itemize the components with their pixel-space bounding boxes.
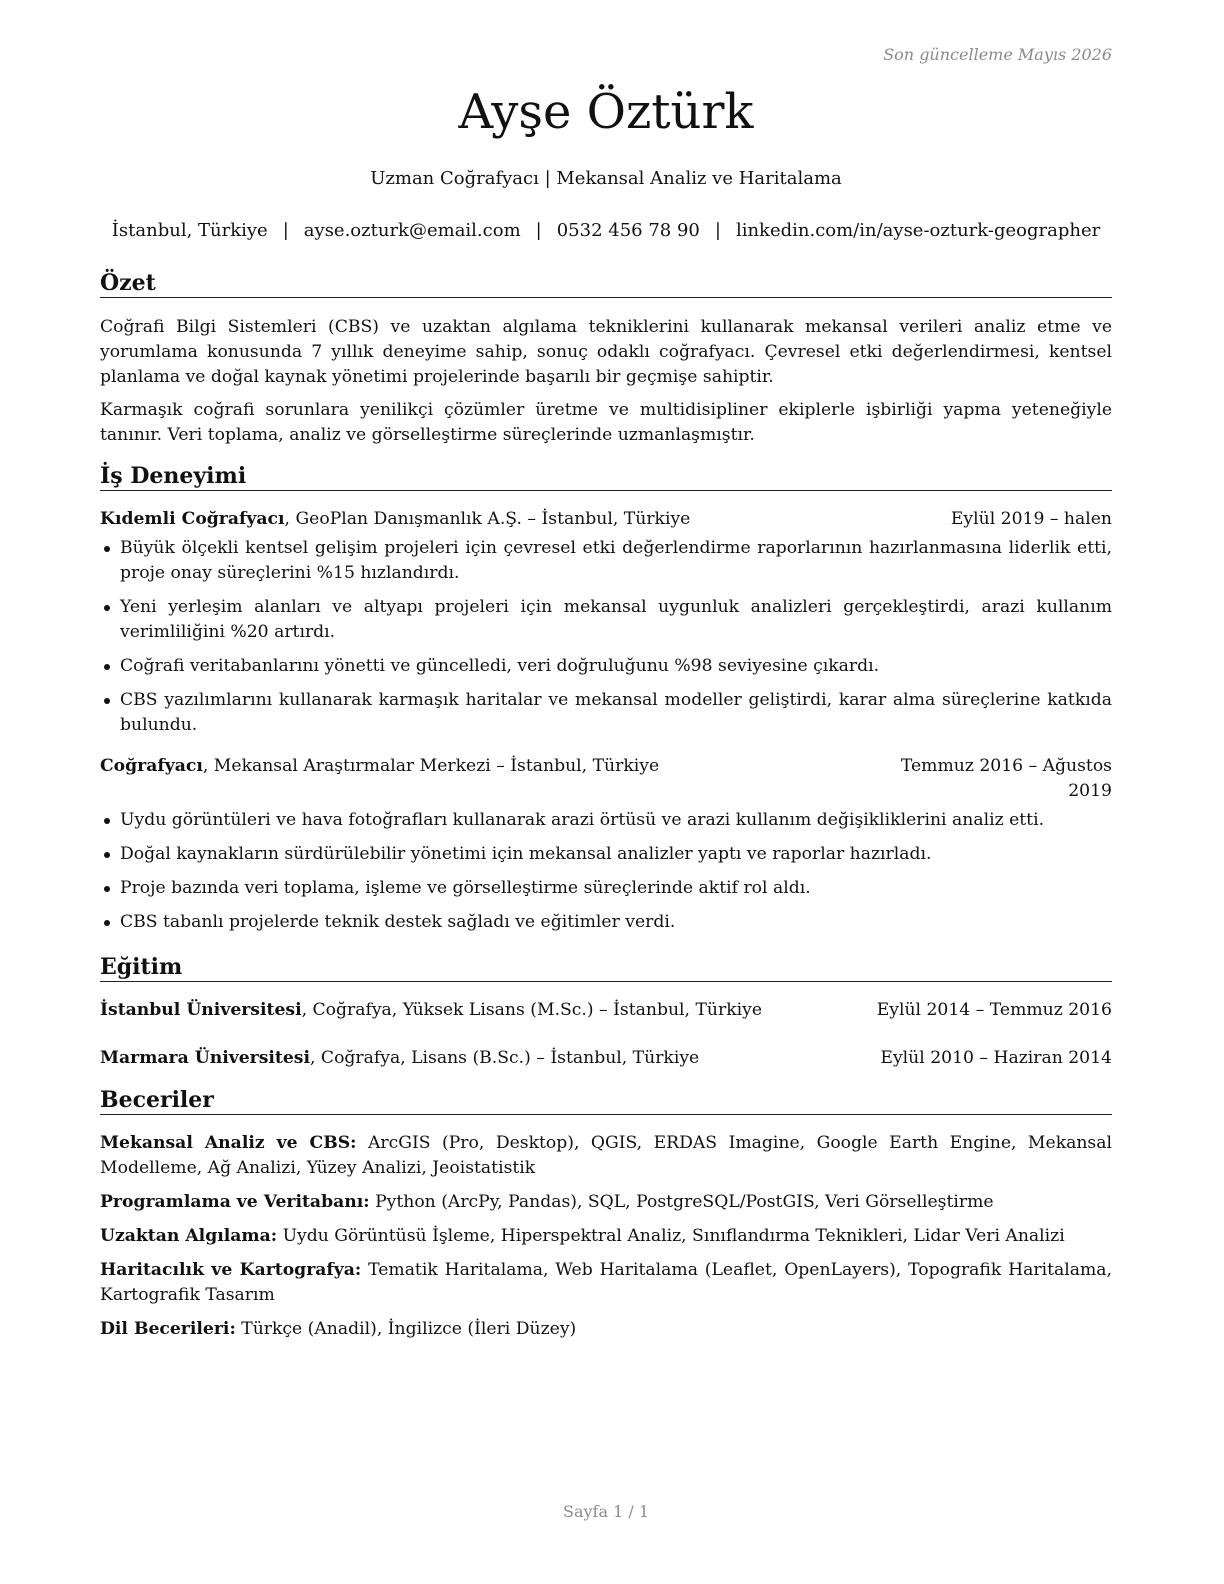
degree-detail: , Coğrafya, Lisans (B.Sc.) – İstanbul, Türkiye bbox=[310, 1048, 700, 1068]
skill-text: Uydu Görüntüsü İşleme, Hiperspektral Analiz, Sınıflandırma Teknikleri, Lidar Veri Analizi bbox=[277, 1226, 1065, 1246]
job-role: Coğrafyacı bbox=[100, 756, 203, 776]
page-number: Sayfa 1 / 1 bbox=[562, 1502, 649, 1521]
job-title-line bbox=[100, 754, 659, 804]
contact-location: İstanbul, Türkiye bbox=[111, 220, 268, 241]
skill-item bbox=[100, 1317, 1112, 1342]
list-item: Uydu görüntüleri ve hava fotoğrafları kullanarak arazi örtüsü ve arazi kullanım değişikliklerini analiz etti. bbox=[100, 808, 1112, 833]
list-item: Coğrafi veritabanlarını yönetti ve güncelledi, veri doğruluğunu %98 seviyesine çıkardı. bbox=[100, 654, 1112, 679]
skills-section bbox=[100, 1131, 1112, 1351]
contact-linkedin[interactable]: linkedin.com/in/ayse-ozturk-geographer bbox=[735, 220, 1101, 241]
skill-item bbox=[100, 1258, 1112, 1308]
job-entry bbox=[100, 754, 1112, 944]
skill-text: ArcGIS (Pro, Desktop), QGIS, ERDAS Imagine, Google Earth Engine, Mekansal Modelleme, Ağ Analizi, Yüzey Analizi, Jeoistatistik bbox=[100, 1133, 1112, 1178]
list-item: Büyük ölçekli kentsel gelişim projeleri için çevresel etki değerlendirme raporlarının hazırlanmasına liderlik etti, proje onay süreçlerini %15 hızlandırdı. bbox=[100, 536, 1112, 586]
job-org: , Mekansal Araştırmalar Merkezi – İstanbul, Türkiye bbox=[202, 756, 660, 776]
education-dates: Eylül 2014 – Temmuz 2016 bbox=[876, 1000, 1112, 1020]
contact-separator: | bbox=[714, 220, 721, 241]
last-updated: Son güncelleme Mayıs 2026 bbox=[883, 45, 1112, 64]
job-bullets bbox=[100, 808, 1112, 935]
education-section bbox=[100, 998, 1112, 1071]
job-dates: Temmuz 2016 – Ağustos 2019 bbox=[900, 756, 1112, 801]
skills-heading: Beceriler bbox=[100, 1087, 1112, 1115]
skill-text: Tematik Haritalama, Web Haritalama (Leaflet, OpenLayers), Topografik Haritalama, Kartografik Tasarım bbox=[100, 1260, 1112, 1305]
skill-text: Türkçe (Anadil), İngilizce (İleri Düzey) bbox=[235, 1319, 577, 1339]
job-subtitle: Uzman Coğrafyacı | Mekansal Analiz ve Haritalama bbox=[370, 168, 842, 189]
job-bullets bbox=[100, 536, 1112, 738]
education-entry bbox=[100, 998, 1112, 1023]
list-item: Yeni yerleşim alanları ve altyapı projeleri için mekansal uygunluk analizleri gerçekleştirdi, arazi kullanım verimliliğini %20 artırdı. bbox=[100, 595, 1112, 645]
skill-label: Uzaktan Algılama: bbox=[100, 1226, 278, 1246]
list-item: Proje bazında veri toplama, işleme ve görselleştirme süreçlerinde aktif rol aldı. bbox=[100, 876, 1112, 901]
contact-separator: | bbox=[282, 220, 289, 241]
education-entry bbox=[100, 1046, 1112, 1071]
job-role: Kıdemli Coğrafyacı bbox=[100, 509, 285, 529]
list-item: CBS yazılımlarını kullanarak karmaşık haritalar ve mekansal modeller geliştirdi, karar alma süreçlerine katkıda bulundu. bbox=[100, 688, 1112, 738]
job-header bbox=[100, 507, 1112, 532]
skill-text: Python (ArcPy, Pandas), SQL, PostgreSQL/PostGIS, Veri Görselleştirme bbox=[369, 1192, 994, 1212]
experience-heading: İş Deneyimi bbox=[100, 463, 1112, 491]
school-name: İstanbul Üniversitesi bbox=[100, 1000, 302, 1020]
skill-label: Mekansal Analiz ve CBS: bbox=[100, 1133, 357, 1153]
summary-paragraph: Coğrafi Bilgi Sistemleri (CBS) ve uzaktan algılama tekniklerini kullanarak mekansal verileri analiz etme ve yorumlama konusunda 7 yıllık deneyime sahip, sonuç odaklı coğrafyacı. Çevresel etki değerlendirmesi, kentsel planlama ve doğal kaynak yönetimi projelerinde başarılı bir geçmişe sahiptir. bbox=[100, 317, 1112, 387]
job-org: , GeoPlan Danışmanlık A.Ş. – İstanbul, Türkiye bbox=[284, 509, 691, 529]
summary-heading: Özet bbox=[100, 270, 1112, 298]
person-name: Ayşe Öztürk bbox=[458, 84, 754, 140]
summary-section bbox=[100, 315, 1112, 456]
job-entry bbox=[100, 507, 1112, 747]
contact-separator: | bbox=[535, 220, 542, 241]
resume-page bbox=[100, 0, 1112, 1584]
skill-item bbox=[100, 1190, 1112, 1215]
degree-detail: , Coğrafya, Yüksek Lisans (M.Sc.) – İstanbul, Türkiye bbox=[301, 1000, 762, 1020]
list-item: Doğal kaynakların sürdürülebilir yönetimi için mekansal analizler yaptı ve raporlar hazırladı. bbox=[100, 842, 1112, 867]
contact-email[interactable]: ayse.ozturk@email.com bbox=[303, 220, 521, 241]
job-dates: Eylül 2019 – halen bbox=[950, 509, 1112, 529]
skill-label: Programlama ve Veritabanı: bbox=[100, 1192, 370, 1212]
contact-line bbox=[100, 220, 1112, 241]
school-name: Marmara Üniversitesi bbox=[100, 1048, 310, 1068]
skill-item bbox=[100, 1131, 1112, 1181]
summary-paragraph: Karmaşık coğrafi sorunlara yenilikçi çözümler üretme ve multidisipliner ekiplerle işbirliği yapma yeteneğiyle tanınır. Veri toplama, analiz ve görselleştirme süreçlerinde uzmanlaşmıştır. bbox=[100, 400, 1112, 445]
skill-label: Dil Becerileri: bbox=[100, 1319, 236, 1339]
list-item: CBS tabanlı projelerde teknik destek sağladı ve eğitimler verdi. bbox=[100, 910, 1112, 935]
skill-item bbox=[100, 1224, 1112, 1249]
education-dates: Eylül 2010 – Haziran 2014 bbox=[880, 1048, 1112, 1068]
contact-phone: 0532 456 78 90 bbox=[556, 220, 700, 241]
job-title-line bbox=[100, 507, 690, 532]
job-header bbox=[100, 754, 1112, 804]
education-heading: Eğitim bbox=[100, 954, 1112, 982]
skill-label: Haritacılık ve Kartografya: bbox=[100, 1260, 362, 1280]
